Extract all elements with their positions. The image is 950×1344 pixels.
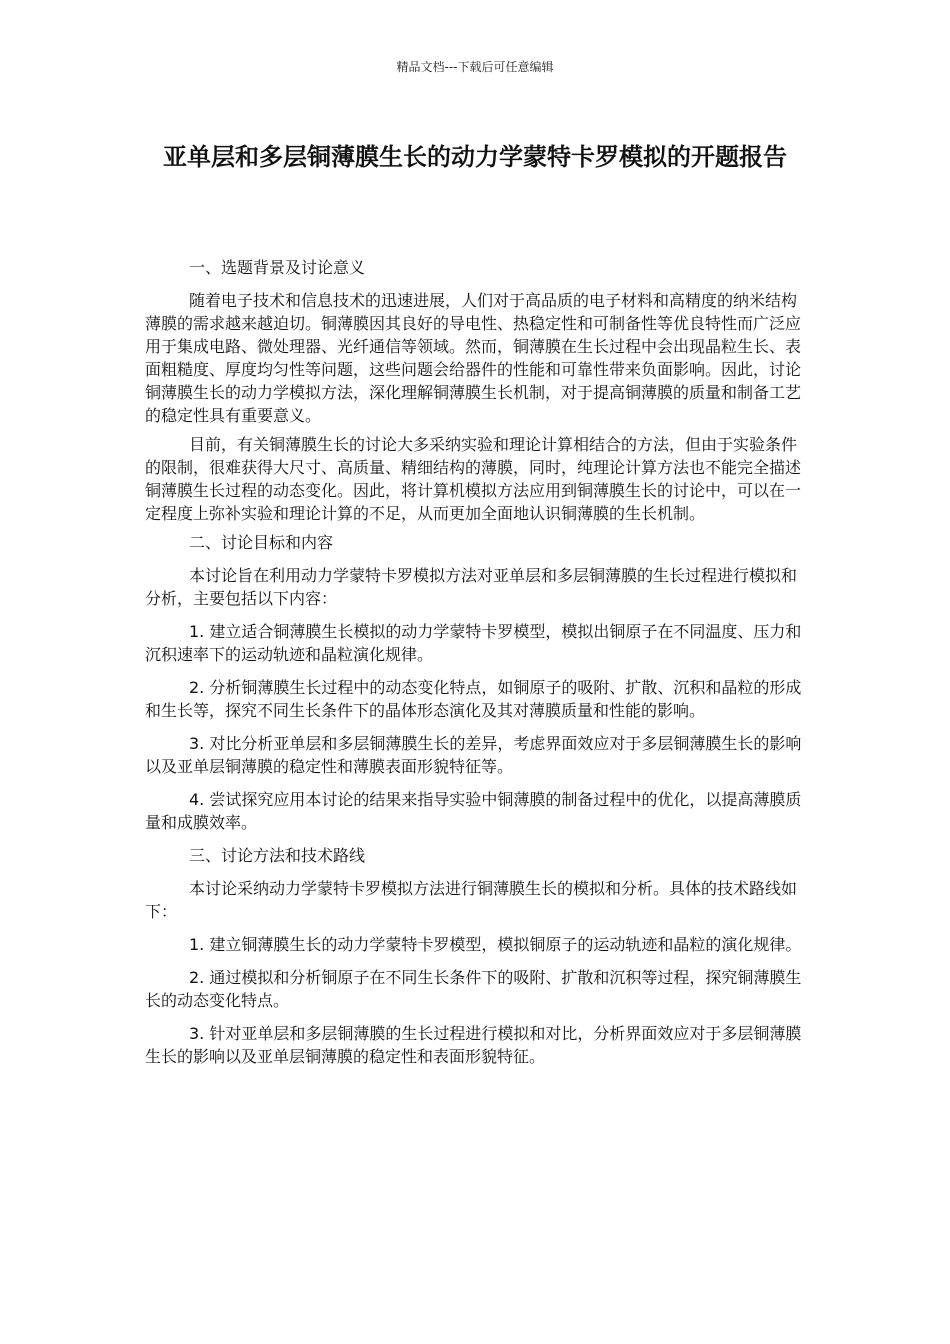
section-heading: 三、讨论方法和技术路线	[189, 846, 366, 865]
list-item: 1. 建立适合铜薄膜生长模拟的动力学蒙特卡罗模型，模拟出铜原子在不同温度、压力和沉积速率下的运动轨迹和晶粒演化规律。	[145, 622, 802, 664]
document-title: 亚单层和多层铜薄膜生长的动力学蒙特卡罗模拟的开题报告	[163, 143, 787, 171]
list-item: 1. 建立铜薄膜生长的动力学蒙特卡罗模型，模拟铜原子的运动轨迹和晶粒的演化规律。	[189, 935, 802, 954]
section-heading: 一、选题背景及讨论意义	[189, 258, 366, 277]
list-item: 3. 对比分析亚单层和多层铜薄膜生长的差异，考虑界面效应对于多层铜薄膜生长的影响以及亚单层铜薄膜的稳定性和薄膜表面形貌特征等。	[145, 734, 802, 776]
page-header: 精品文档---下载后可任意编辑	[396, 60, 554, 74]
list-item: 2. 通过模拟和分析铜原子在不同生长条件下的吸附、扩散和沉积等过程，探究铜薄膜生长的动态变化特点。	[145, 968, 802, 1010]
paragraph: 本讨论采纳动力学蒙特卡罗模拟方法进行铜薄膜生长的模拟和分析。具体的技术路线如下：	[145, 879, 798, 921]
section-heading: 二、讨论目标和内容	[189, 533, 334, 552]
paragraph: 随着电子技术和信息技术的迅速进展，人们对于高品质的电子材料和高精度的纳米结构薄膜的需求越来越迫切。铜薄膜因其良好的导电性、热稳定性和可制备性等优良特性而广泛应用于集成电路、微处理器、光纤通信等领域。然而，铜薄膜在生长过程中会出现晶粒生长、表面粗糙度、厚度均匀性等问题，这些问题会给器件的性能和可靠性带来负面影响。因此，讨论铜薄膜生长的动力学模拟方法，深化理解铜薄膜生长机制，对于提高铜薄膜的质量和制备工艺的稳定性具有重要意义。	[145, 291, 802, 425]
list-item: 4. 尝试探究应用本讨论的结果来指导实验中铜薄膜的制备过程中的优化，以提高薄膜质量和成膜效率。	[145, 790, 802, 832]
list-item: 2. 分析铜薄膜生长过程中的动态变化特点，如铜原子的吸附、扩散、沉积和晶粒的形成和生长等，探究不同生长条件下的晶体形态演化及其对薄膜质量和性能的影响。	[145, 678, 802, 720]
paragraph: 目前，有关铜薄膜生长的讨论大多采纳实验和理论计算相结合的方法，但由于实验条件的限制，很难获得大尺寸、高质量、精细结构的薄膜，同时，纯理论计算方法也不能完全描述铜薄膜生长过程的动态变化。因此，将计算机模拟方法应用到铜薄膜生长的讨论中，可以在一定程度上弥补实验和理论计算的不足，从而更加全面地认识铜薄膜的生长机制。	[145, 435, 802, 523]
paragraph: 本讨论旨在利用动力学蒙特卡罗模拟方法对亚单层和多层铜薄膜的生长过程进行模拟和分析，主要包括以下内容：	[145, 566, 798, 608]
document-body	[145, 256, 805, 1078]
list-item: 3. 针对亚单层和多层铜薄膜的生长过程进行模拟和对比，分析界面效应对于多层铜薄膜生长的影响以及亚单层铜薄膜的稳定性和表面形貌特征。	[145, 1024, 802, 1066]
